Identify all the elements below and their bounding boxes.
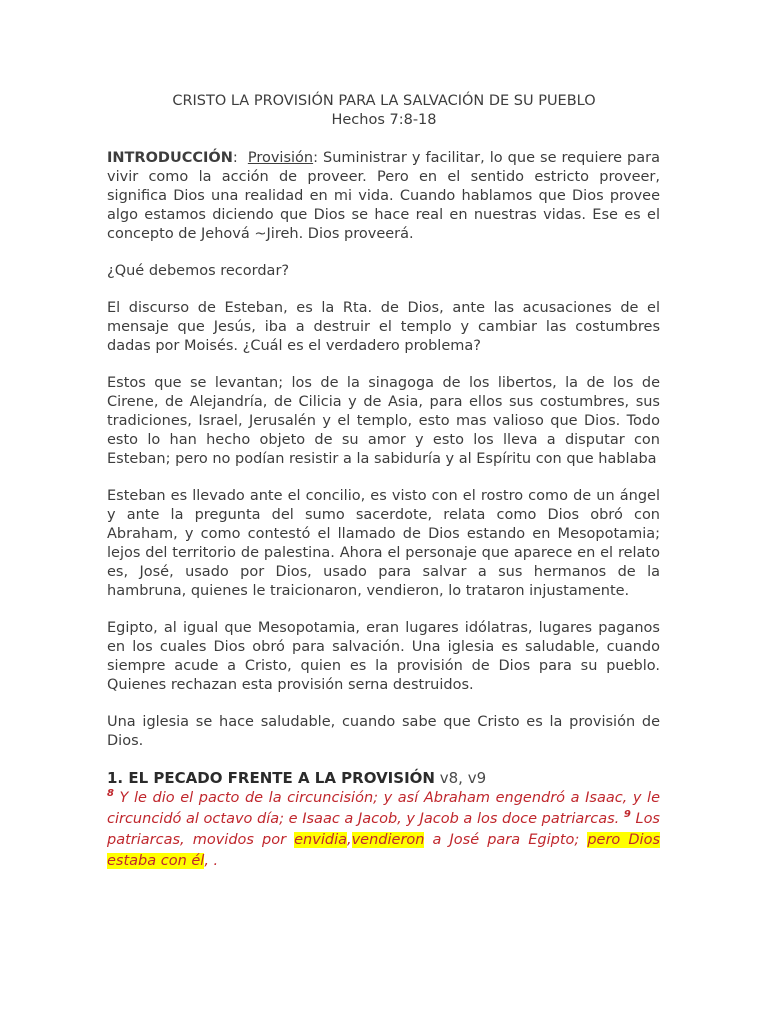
intro-paragraph	[107, 149, 660, 244]
highlight-envidia: envidia	[294, 832, 347, 848]
title-block	[0, 92, 768, 130]
paragraph: Egipto, al igual que Mesopotamia, eran lugares idólatras, lugares paganos en los cuales Dios obró para salvación. Una iglesia es saludable, cuando siempre acude a Cristo, quien es la provisión de Dios para su pueblo. Quienes rechazan esta provisión serna destruidos.	[107, 620, 660, 693]
highlight-dios-con-el: pero Dios estaba con él	[107, 832, 660, 869]
paragraph: Esteban es llevado ante el concilio, es visto con el rostro como de un ángel y ante la pregunta del sumo sacerdote, relata como Dios obró con Abraham, y como contestó el llamado de Dios estando en Mesopotamia; lejos del territorio de palestina. Ahora el personaje que aparece en el relato es, José, usado por Dios, usado para salvar a sus hermanos de la hambruna, quienes le traicionaron, vendieron, lo trataron injustamente.	[107, 488, 660, 599]
paragraph: Estos que se levantan; los de la sinagoga de los libertos, la de los de Cirene, de Alejandría, de Cilicia y de Asia, para ellos sus costumbres, sus tradiciones, Israel, Jerusalén y el templo, esto mas valioso que Dios. Todo esto lo han hecho objeto de su amor y esto los lleva a disputar con Esteban; pero no podían resistir a la sabiduría y al Espíritu con que hablaba	[107, 375, 660, 467]
section-heading	[107, 769, 660, 788]
verse-text-3: a José para Egipto;	[424, 832, 588, 848]
highlight-vendieron: vendieron	[351, 832, 425, 848]
verse-comma: ,	[346, 832, 352, 848]
verse-number-9: 9	[623, 809, 631, 821]
section-heading-ref: v8, v9	[434, 769, 487, 787]
document-body	[107, 149, 660, 872]
intro-term: Provisión	[247, 150, 314, 166]
intro-label: INTRODUCCIÓN	[107, 150, 233, 166]
paragraph: Una iglesia se hace saludable, cuando sabe que Cristo es la provisión de Dios.	[107, 714, 660, 749]
paragraph: ¿Qué debemos recordar?	[107, 263, 290, 279]
document-title: CRISTO LA PROVISIÓN PARA LA SALVACIÓN DE SU PUEBLO	[172, 93, 596, 109]
verse-number-8: 8	[107, 788, 114, 800]
section-heading-title: 1. EL PECADO FRENTE A LA PROVISIÓN	[107, 769, 435, 787]
verse-text-2: Los patriarcas, movidos por	[107, 811, 660, 848]
verse-tail: , .	[204, 853, 219, 869]
intro-colon: :	[232, 150, 238, 166]
intro-text: : Suministrar y facilitar, lo que se requiere para vivir como la acción de proveer. Pero en el sentido estricto proveer, significa Dios una realidad en mi vida. Cuando hablamos que Dios provee algo estamos diciendo que Dios se hace real en nuestras vidas. Ese es el concepto de Jehová ~Jireh. Dios proveerá.	[107, 150, 660, 242]
verse-text-1: Y le dio el pacto de la circuncisión; y así Abraham engendró a Isaac, y le circuncidó al octavo día; e Isaac a Jacob, y Jacob a los doce patriarcas.	[107, 790, 660, 827]
scripture-verse	[107, 788, 660, 872]
paragraph: El discurso de Esteban, es la Rta. de Dios, ante las acusaciones de el mensaje que Jesús, iba a destruir el templo y cambiar las costumbres dadas por Moisés. ¿Cuál es el verdadero problema?	[107, 300, 660, 354]
document-subtitle: Hechos 7:8-18	[331, 112, 437, 128]
